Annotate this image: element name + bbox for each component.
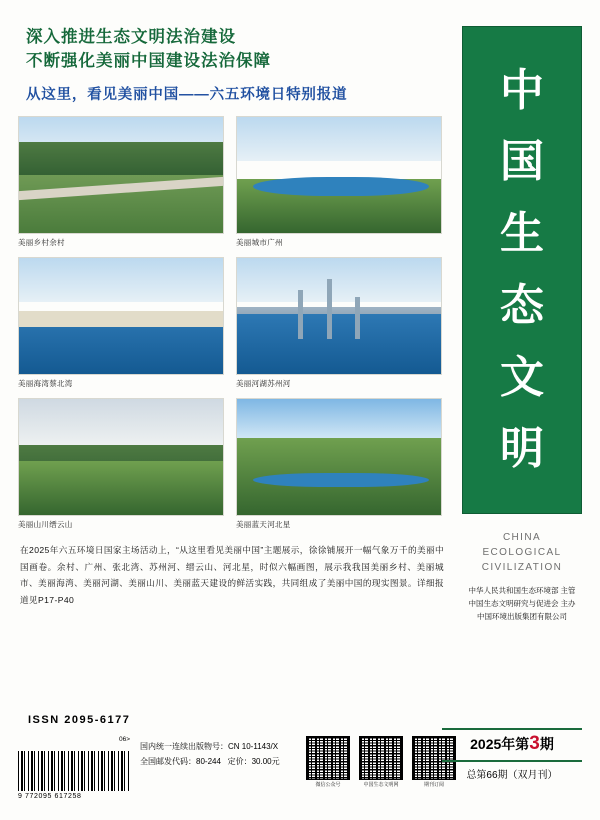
organization-name: 中国环境出版集团有限公司 — [477, 611, 567, 621]
barcode-number: 9 772095 617258 — [18, 793, 82, 800]
photo-cell — [236, 257, 442, 389]
photo-cell — [236, 398, 442, 530]
issue-main-line — [442, 728, 582, 762]
qr-caption: 中国生态文明网 — [363, 782, 399, 788]
issn-text: ISSN 2095-6177 — [28, 714, 131, 726]
issue-number: 3 — [529, 733, 540, 754]
organization-block — [462, 585, 582, 623]
postal-code-row — [140, 755, 300, 770]
postal-code-label: 全国邮发代码： — [140, 756, 196, 766]
photo-mountain — [18, 398, 224, 516]
qr-item[interactable] — [359, 736, 403, 789]
cn-number-row — [140, 740, 300, 755]
title-char: 明 — [500, 424, 544, 474]
photo-caption: 美丽城市广州 — [236, 237, 283, 247]
qr-code-icon[interactable] — [359, 736, 403, 780]
organization-name: 中国生态文明研究与促进会 — [468, 598, 559, 608]
photo-caption: 美丽河湖苏州河 — [236, 378, 291, 388]
photo-caption: 美丽乡村余村 — [18, 237, 65, 247]
photo-cell — [18, 116, 224, 248]
photo-caption: 美丽蓝天河北星 — [236, 519, 291, 529]
title-char: 态 — [500, 280, 544, 330]
photo-cell — [18, 398, 224, 530]
cover-right-column — [462, 26, 582, 726]
organization-row — [462, 585, 582, 598]
barcode-supplement: 06> — [118, 736, 130, 743]
title-char: 生 — [500, 209, 544, 259]
photo-cell — [18, 257, 224, 389]
organization-row — [462, 611, 582, 624]
photo-bay — [18, 257, 224, 375]
price-label: 定价： — [227, 756, 252, 766]
cn-number-value: CN 10-1143/X — [228, 742, 279, 751]
photo-skyline — [236, 257, 442, 375]
headline-block — [18, 26, 446, 104]
photo-river-city — [236, 116, 442, 234]
organization-role: 主办 — [560, 598, 576, 608]
magazine-title-panel — [462, 26, 582, 514]
title-char: 文 — [500, 352, 544, 402]
organization-row — [462, 598, 582, 611]
price-unit: 元 — [271, 756, 280, 766]
english-title: CHINA ECOLOGICAL CIVILIZATION — [481, 532, 563, 573]
issue-block — [442, 728, 582, 781]
photo-village — [18, 116, 224, 234]
price-value: 30.00 — [251, 756, 272, 766]
barcode-image — [18, 751, 130, 791]
qr-caption: 期刊订阅 — [423, 782, 444, 788]
photo-grid — [18, 116, 446, 530]
photo-caption: 美丽海湾蔡北湾 — [18, 378, 73, 388]
photo-cell — [236, 116, 442, 248]
subheadline: 从这里，看见美丽中国——六五环境日特别报道 — [26, 86, 348, 103]
qr-caption: 微信公众号 — [315, 782, 341, 788]
qr-code-group — [306, 736, 456, 789]
cn-number-label: 国内统一连续出版物号： — [140, 742, 228, 751]
barcode-block — [18, 736, 138, 800]
title-char: 国 — [500, 137, 544, 187]
title-char: 中 — [500, 65, 544, 115]
cover-left-column — [18, 26, 446, 796]
cover-body-text: 在2025年六五环境日国家主场活动上，“从这里看见美丽中国”主题展示，徐徐铺展开一幅气象万千的美丽中国画卷。余村、广州、张北湾、苏州河、缙云山、河北星，时似六幅画图，展示我我国美丽乡村、美丽城市、美丽海湾、美丽河湖、美丽山川、美丽蓝天建设的鲜活实践，共同组成了美丽中国的现实图景。详细报道见P17-P40 — [20, 544, 444, 606]
issue-main — [442, 733, 582, 755]
organization-role: 主管 — [560, 586, 576, 595]
issue-sub: 总第66期（双月刊） — [466, 770, 558, 781]
qr-item[interactable] — [306, 736, 350, 789]
photo-bluesky — [236, 398, 442, 516]
headline-line-2: 不断强化美丽中国建设法治保障 — [26, 51, 271, 70]
headline-line-1: 深入推进生态文明法治建设 — [26, 28, 236, 46]
publication-info — [140, 740, 300, 770]
cover-footer — [18, 714, 582, 802]
qr-code-icon[interactable] — [306, 736, 350, 780]
issue-suffix: 期 — [539, 736, 554, 752]
organization-name: 中华人民共和国生态环境部 — [468, 586, 559, 595]
issue-year-prefix: 2025年第 — [470, 736, 530, 752]
photo-caption: 美丽山川缙云山 — [18, 519, 73, 529]
postal-code-value: 80-244 — [196, 756, 221, 766]
